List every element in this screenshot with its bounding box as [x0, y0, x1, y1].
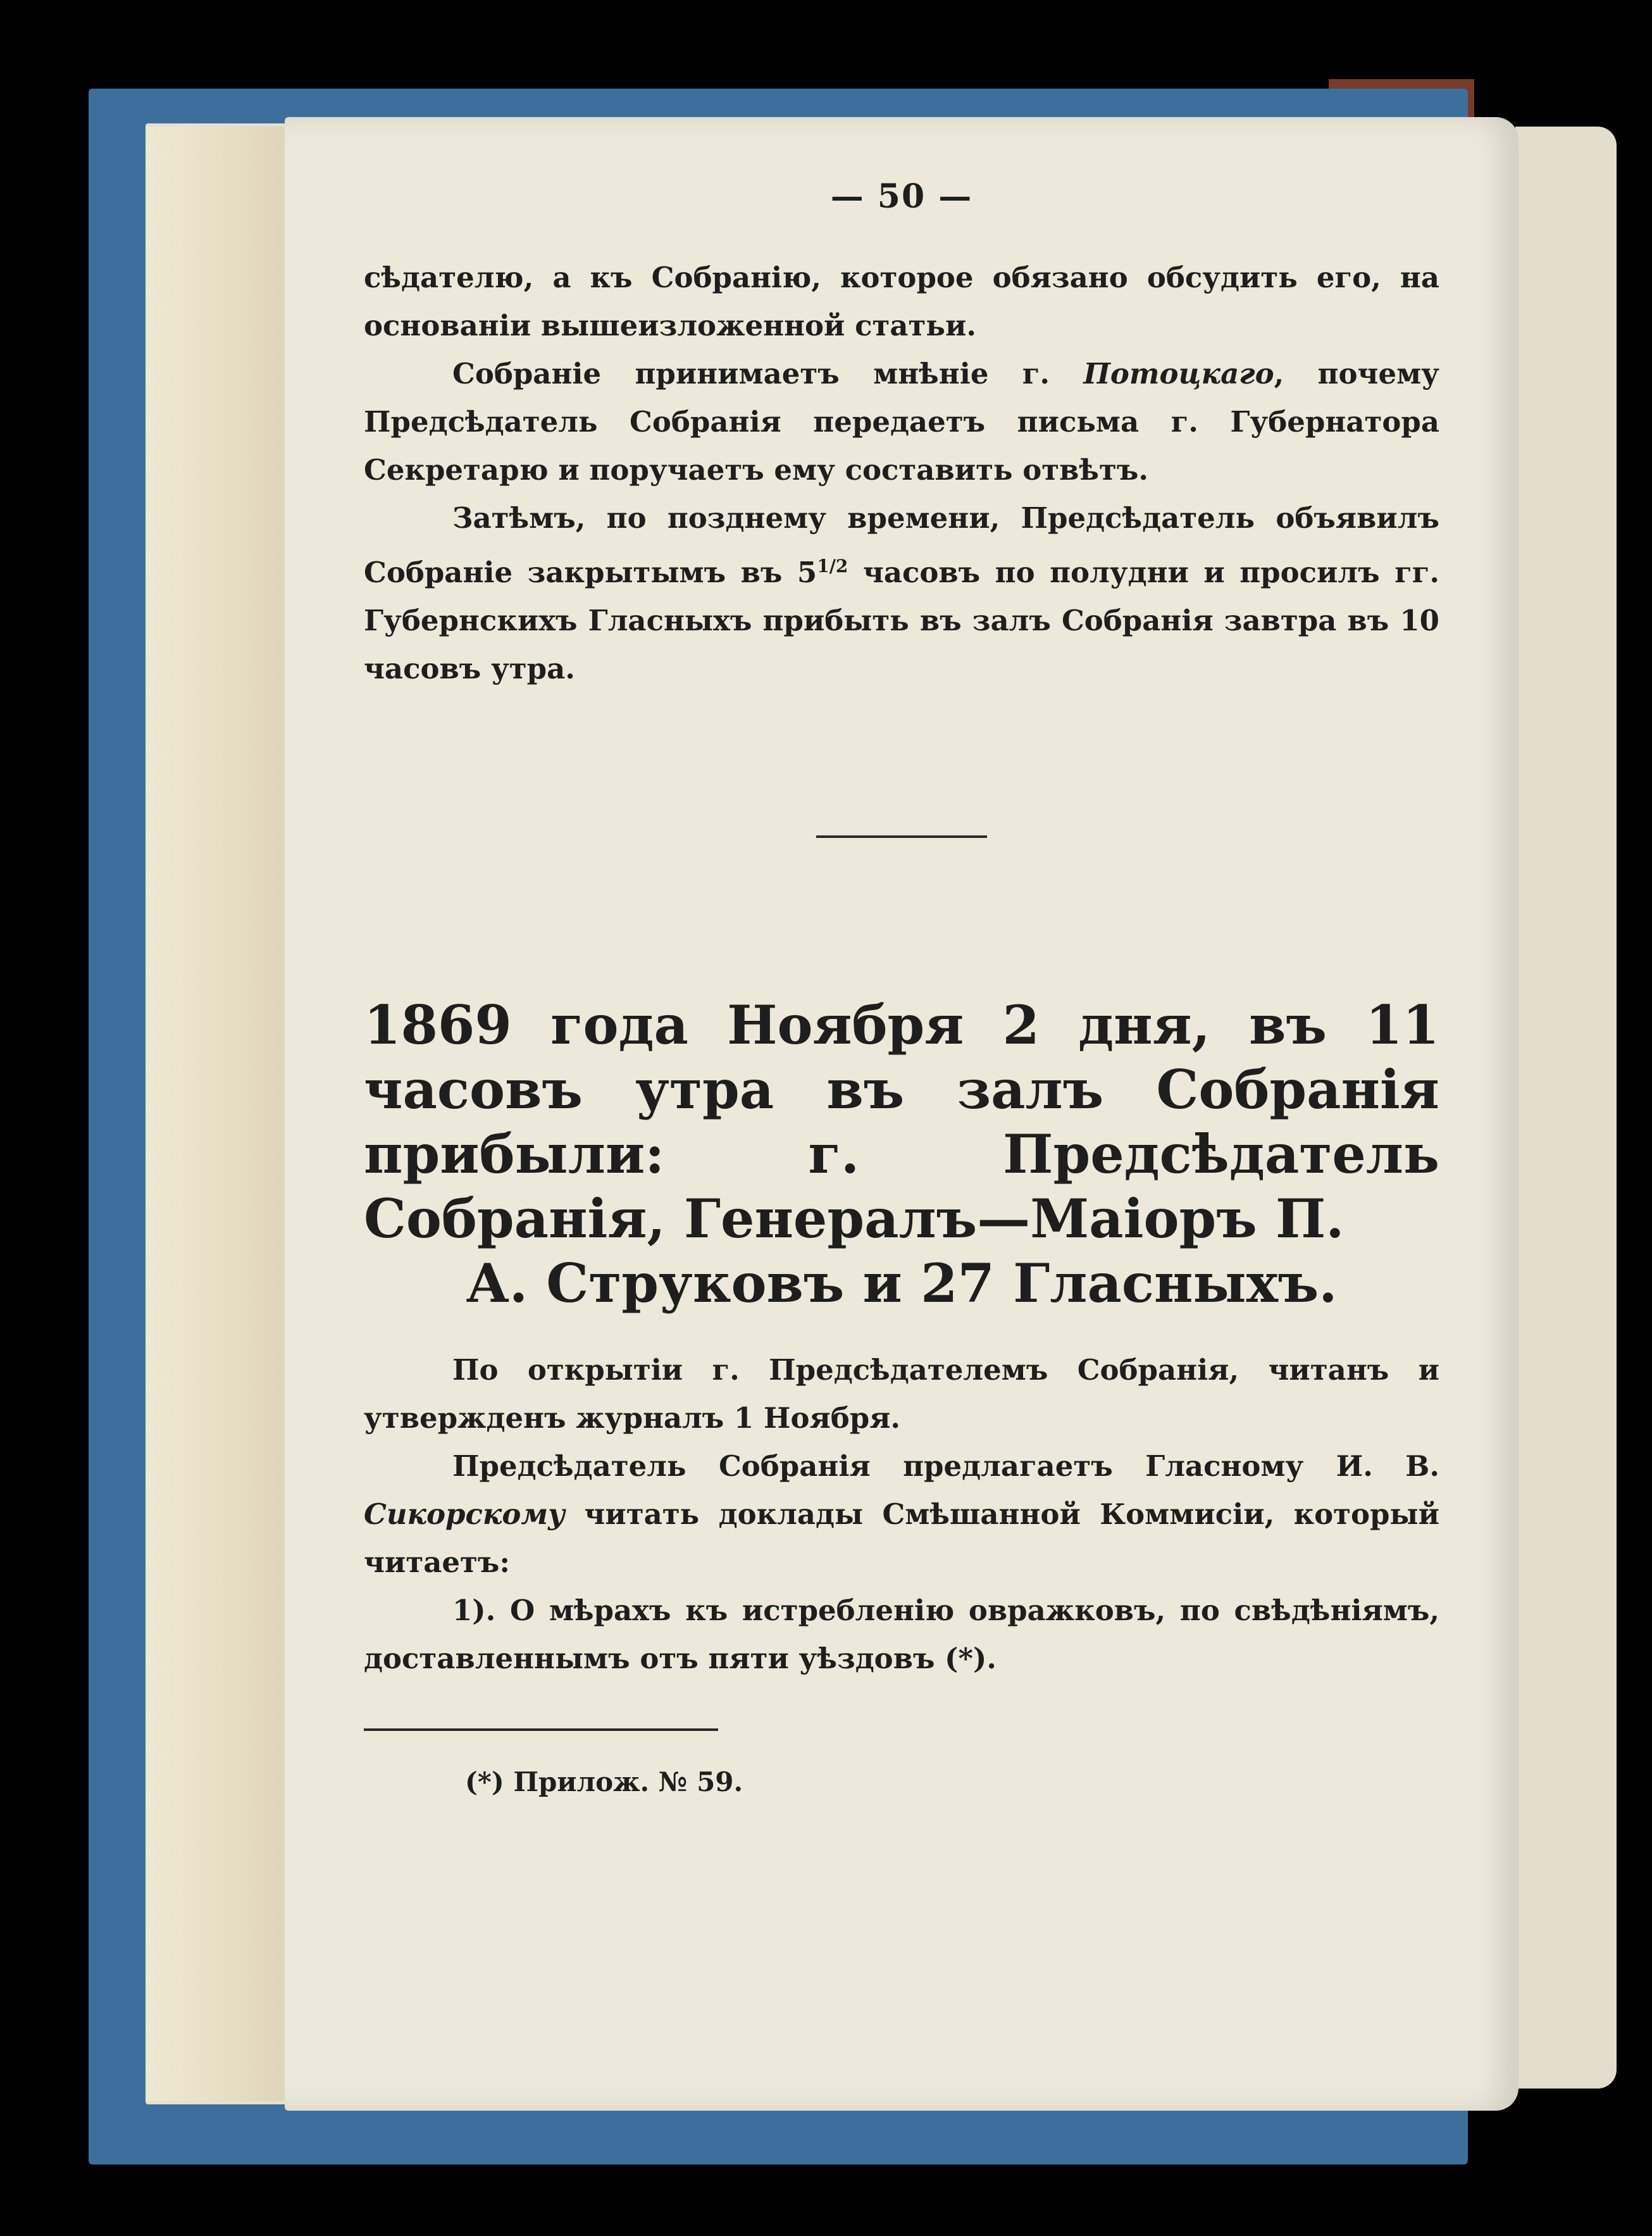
paragraph-5-end: читать доклады Смѣшанной Коммисіи, который читаетъ: — [364, 1497, 1439, 1579]
paragraph-5 — [364, 1442, 1439, 1587]
footnote: (*) Прилож. № 59. — [465, 1766, 743, 1797]
section-divider — [816, 835, 987, 838]
paragraph-6: 1). О мѣрахъ къ истребленію овражковъ, по свѣдѣніямъ, доставленнымъ отъ пяти уѣздовъ (*). — [364, 1594, 1439, 1675]
session-heading — [364, 993, 1439, 1316]
footnote-divider — [364, 1728, 718, 1731]
name-potocki: Потоцкаго — [1083, 357, 1274, 390]
fraction-half: 1/2 — [817, 556, 848, 577]
session-heading-main: 1869 года Ноября 2 дня, въ 11 часовъ утра въ залъ Собранія прибыли: г. Предсѣдатель Собранія, Генералъ—Маіоръ П. — [364, 994, 1439, 1250]
session-heading-last: А. Струковъ и 27 Гласныхъ. — [466, 1252, 1338, 1315]
page-text — [364, 177, 1439, 1797]
paragraph-3-end: часовъ по полудни и просилъ гг. Губернскихъ Гласныхъ прибыть въ залъ Собранія завтра въ 10 часовъ утра. — [364, 556, 1439, 685]
paragraph-2-start: Собраніе принимаетъ мнѣніе г. — [452, 357, 1084, 390]
page-number: — 50 — — [830, 177, 973, 216]
paragraph-5-start: Предсѣдатель Собранія предлагаетъ Гласному И. В. — [452, 1449, 1439, 1483]
page-edges — [146, 127, 291, 2101]
paragraph-4: По открытіи г. Предсѣдателемъ Собранія, читанъ и утвержденъ журналъ 1 Ноября. — [364, 1353, 1439, 1435]
paragraph-2-end: , почему Предсѣдатель Собранія передаетъ письма г. Губернатора Секретарю и поручаетъ ему составить отвѣтъ. — [364, 357, 1439, 487]
next-page-edge — [1515, 127, 1617, 2089]
paragraph-3 — [364, 494, 1439, 693]
paragraph-3-start: Затѣмъ, по позднему времени, Предсѣдатель объявилъ Собраніе закрытымъ въ 5 — [364, 501, 1439, 589]
paragraph-2 — [364, 350, 1439, 494]
name-sikorsky: Сикорскому — [364, 1497, 566, 1531]
paragraph-1: сѣдателю, а къ Собранію, которое обязано обсудить его, на основаніи вышеизложенной статьи. — [364, 261, 1439, 342]
